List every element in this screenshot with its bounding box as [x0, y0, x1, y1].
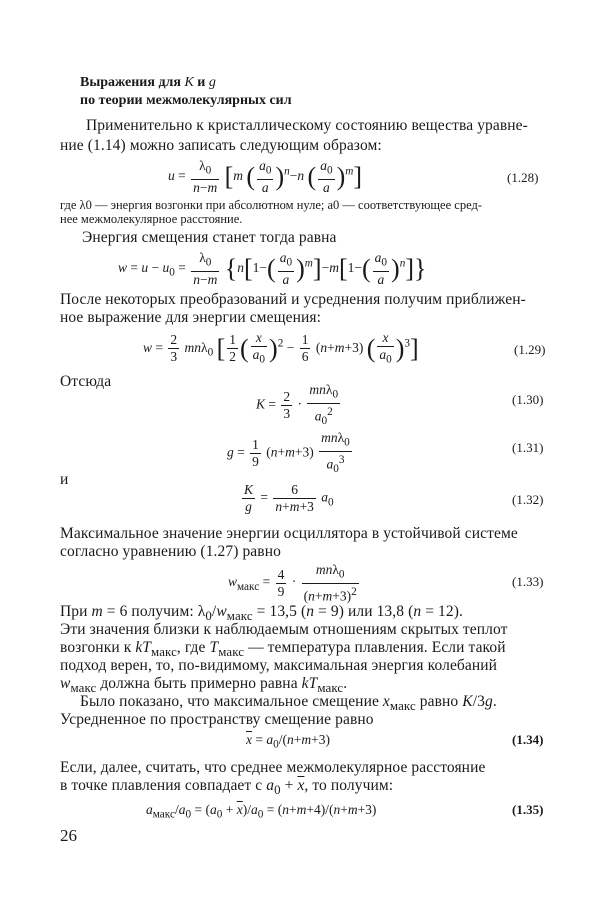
paragraph-6-line-2: согласно уравнению (1.27) равно — [60, 543, 281, 560]
paragraph-1-line-2: ние (1.14) можно записать следующим образом: — [60, 137, 382, 154]
equation-1-29: w = $\frac{2}{3}$ mnλ$_0$ [ $\frac{1}{2}$ ( $\frac{x}{a_0}$ )$^2$ − $\frac{1}{6}$ (n+m+3) ( $\frac{x}{a_0}$ )$^3$] — [143, 330, 419, 366]
paragraph-9-line-2: в точке плавления совпадает с $a_0 + \overline{x}$, то получим: — [60, 777, 394, 798]
paragraph-3-line-1: После некоторых преобразований и усреднения получим приближен- — [60, 291, 526, 308]
equation-number-1-32: (1.32) — [512, 492, 544, 507]
equation-number-1-31: (1.31) — [512, 440, 544, 455]
paragraph-7-line-4: подход верен, то, по-видимому, максимальная энергия колебаний — [60, 657, 498, 674]
section-heading-line-1: Выражения для K и g — [80, 75, 216, 90]
equation-number-1-34: (1.34) — [512, 732, 544, 747]
paragraph-7-line-1: При m = 6 получим: $\lambda_0/w_{макс} = 13,5$ (n = 9) или 13,8 (n = 12). — [60, 603, 463, 624]
paragraph-6-line-1: Максимальное значение энергии осциллятора в устойчивой системе — [60, 525, 518, 542]
paragraph-7-line-5: $w_{макс}$ должна быть примерно равна $kT_{макс}$. — [60, 675, 348, 696]
page-number: 26 — [60, 826, 77, 845]
paragraph-4-line-1: Отсюда — [60, 373, 112, 390]
note-line-2: нее межмолекулярное расстояние. — [60, 212, 243, 226]
equation-1-28: u = $\frac{\lambda_0}{n-m}$ [m ( $\frac{a_0}{a}$ )$^n$−n ( $\frac{a_0}{a}$ )$^m$] — [168, 158, 363, 195]
paragraph-2-line-1: Энергия смещения станет тогда равна — [82, 229, 337, 246]
section-heading-line-2: по теории межмолекулярных сил — [80, 93, 292, 108]
equation-number-1-33: (1.33) — [512, 574, 544, 589]
equation-1-31: g = $\frac{1}{9}$ (n+m+3) $\frac{mn\lambda_0}{a_0^3}$ — [227, 430, 350, 475]
equation-1-32: $\frac{K}{g}$ = $\frac{6}{n+m+3}$ $a_0$ — [244, 482, 334, 514]
equation-1-30: K = $\frac{2}{3}$ · $\frac{mn\lambda_0}{a_0^2}$ — [256, 382, 339, 427]
paragraph-9-line-1: Если, далее, считать, что среднее межмолекулярное расстояние — [60, 759, 486, 776]
paragraph-3-line-2: ное выражение для энергии смещения: — [60, 309, 322, 326]
paragraph-5-line-1: и — [60, 471, 69, 488]
equation-number-1-28: (1.28) — [507, 170, 539, 185]
equation-number-1-29: (1.29) — [514, 342, 546, 357]
paragraph-7-line-2: Эти значения близки к наблюдаемым отношениям скрытых теплот — [60, 621, 508, 638]
equation-number-1-35: (1.35) — [512, 802, 544, 817]
note-line-1: где λ0 — энергия возгонки при абсолютном нуле; a0 — соответствующее сред- — [60, 198, 482, 212]
equation-1-34: $\overline{x} = a_0/(n+m+3)$ — [246, 732, 330, 751]
equation-1-33: $w_{макс}$ = $\frac{4}{9}$ · $\frac{mn\lambda_0}{(n+m+3)^2}$ — [228, 562, 357, 604]
paragraph-1-line-1: Применительно к кристаллическому состоянию вещества уравне- — [86, 117, 528, 134]
equation-displacement-energy: $w = u - u_0$ = $\frac{\lambda_0}{n-m}$ {n[1−( $\frac{a_0}{a}$ )$^m$]−m[1−( $\frac{a_0}{a}$ )$^n$]} — [118, 250, 427, 287]
equation-1-35: $a_{макс}/a_0 = (a_0 + \overline{x})/a_0 = (n+m+4)/(n+m+3)$ — [146, 802, 377, 821]
paragraph-8-line-1: Было показано, что максимальное смещение $x_{макс}$ равно K/3g. — [80, 693, 497, 714]
paragraph-8-line-2: Усредненное по пространству смещение равно — [60, 711, 374, 728]
equation-number-1-30: (1.30) — [512, 392, 544, 407]
paragraph-7-line-3: возгонки к $kT_{макс}$, где $T_{макс}$ — температура плавления. Если такой — [60, 639, 506, 660]
